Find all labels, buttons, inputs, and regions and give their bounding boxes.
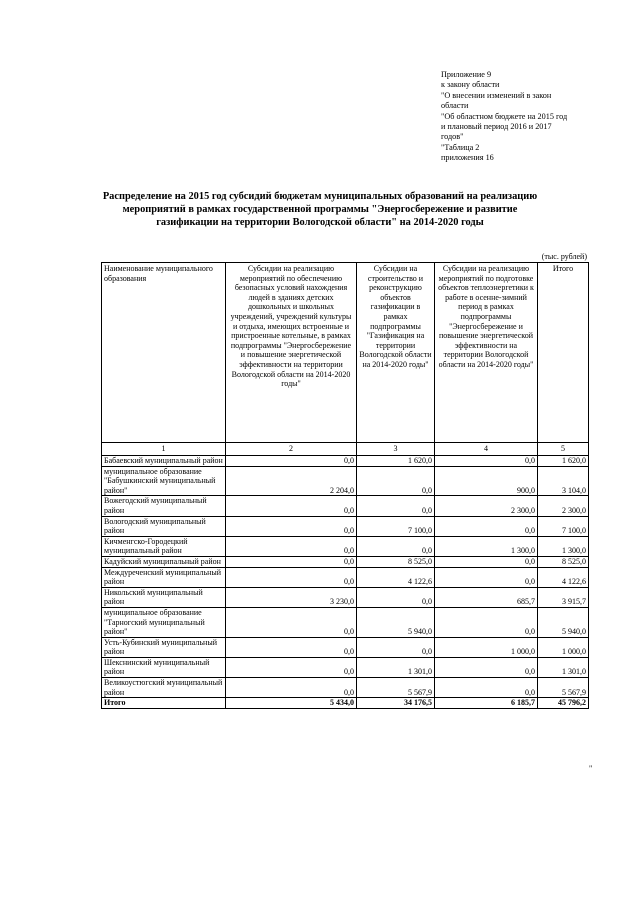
- table-row: [102, 496, 589, 516]
- value-cell: 0,0: [435, 456, 538, 467]
- column-number-row: [102, 443, 589, 456]
- value-cell: 0,0: [435, 567, 538, 587]
- column-number: 3: [357, 443, 435, 456]
- header-cell: Субсидии на реализацию мероприятий по обеспечению безопасных условий нахождения людей в зданиях детских дошкольных и школьных учреждений, учреждений культуры и отдыха, имеющих встроенные и пристроенные котельные, в рамках подпрограммы "Энергосбережение и повышение энергетической эффективности на территории Вологодской области на 2014-2020 годы": [226, 263, 357, 443]
- value-cell: 5 567,9: [538, 678, 589, 698]
- value-cell: 0,0: [357, 466, 435, 496]
- total-value: 6 185,7: [435, 698, 538, 709]
- appendix-line: годов": [441, 132, 464, 142]
- value-cell: 5 567,9: [357, 678, 435, 698]
- value-cell: 0,0: [226, 607, 357, 637]
- appendix-line: Приложение 9: [441, 70, 492, 79]
- municipality-name: Шекснинский муниципальный район: [102, 657, 226, 677]
- table-row: [102, 567, 589, 587]
- table-row: [102, 466, 589, 496]
- value-cell: 2 300,0: [538, 496, 589, 516]
- total-value: 5 434,0: [226, 698, 357, 709]
- table-row: [102, 456, 589, 467]
- total-value: 34 176,5: [357, 698, 435, 709]
- value-cell: 0,0: [357, 587, 435, 607]
- value-cell: 4 122,6: [538, 567, 589, 587]
- value-cell: 2 204,0: [226, 466, 357, 496]
- appendix-line: и плановый период 2016 и 2017: [441, 122, 552, 132]
- value-cell: 900,0: [435, 466, 538, 496]
- units-label: (тыс. рублей): [541, 252, 587, 261]
- column-number: 4: [435, 443, 538, 456]
- table-row: [102, 556, 589, 567]
- total-row: [102, 698, 589, 709]
- value-cell: 1 620,0: [538, 456, 589, 467]
- value-cell: 1 000,0: [538, 637, 589, 657]
- value-cell: 0,0: [357, 536, 435, 556]
- table-row: [102, 678, 589, 698]
- value-cell: 0,0: [435, 556, 538, 567]
- column-number: 5: [538, 443, 589, 456]
- value-cell: 0,0: [226, 556, 357, 567]
- municipality-name: Вологодский муниципальный район: [102, 516, 226, 536]
- value-cell: 4 122,6: [357, 567, 435, 587]
- value-cell: 8 525,0: [357, 556, 435, 567]
- value-cell: 0,0: [357, 496, 435, 516]
- table-row: [102, 516, 589, 536]
- value-cell: 5 940,0: [538, 607, 589, 637]
- value-cell: 1 301,0: [538, 657, 589, 677]
- value-cell: 685,7: [435, 587, 538, 607]
- value-cell: 0,0: [226, 657, 357, 677]
- value-cell: 0,0: [435, 607, 538, 637]
- value-cell: 2 300,0: [435, 496, 538, 516]
- total-value: 45 796,2: [538, 698, 589, 709]
- header-cell: Наименование муниципального образования: [102, 263, 226, 443]
- value-cell: 1 300,0: [538, 536, 589, 556]
- value-cell: 1 620,0: [357, 456, 435, 467]
- value-cell: 7 100,0: [538, 516, 589, 536]
- appendix-line: "Об областном бюджете на 2015 год: [441, 111, 568, 121]
- value-cell: 1 300,0: [435, 536, 538, 556]
- table-header-row: [102, 263, 589, 443]
- value-cell: 3 230,0: [226, 587, 357, 607]
- header-cell: Субсидии на реализацию мероприятий по подготовке объектов теплоэнергетики к работе в осенне-зимний период в рамках подпрограммы "Энергосбережение и повышение энергетической эффективности на территории Вологодской области на 2014-2020 годы": [435, 263, 538, 443]
- header-cell: Итого: [538, 263, 589, 443]
- value-cell: 0,0: [226, 456, 357, 467]
- municipality-name: Никольский муниципальный район: [102, 587, 226, 607]
- value-cell: 0,0: [226, 516, 357, 536]
- value-cell: 0,0: [226, 567, 357, 587]
- appendix-note: [441, 70, 631, 164]
- table-row: [102, 657, 589, 677]
- value-cell: 0,0: [357, 637, 435, 657]
- appendix-line: приложения 16: [441, 153, 494, 163]
- value-cell: 0,0: [435, 516, 538, 536]
- value-cell: 0,0: [435, 678, 538, 698]
- document-title: Распределение на 2015 год субсидий бюджетам муниципальных образований на реализацию мероприятий в рамках государственной программы "Энергосбережение и развитие газификации на территории Вологодской области" на 2014-2020 годы: [102, 191, 538, 228]
- total-label: Итого: [102, 698, 226, 709]
- value-cell: 7 100,0: [357, 516, 435, 536]
- municipality-name: Бабаевский муниципальный район: [102, 456, 226, 467]
- value-cell: 0,0: [226, 678, 357, 698]
- municipality-name: муниципальное образование "Тарногский муниципальный район": [102, 607, 226, 637]
- value-cell: 5 940,0: [357, 607, 435, 637]
- municipality-name: Усть-Кубинский муниципальный район: [102, 637, 226, 657]
- municipality-name: муниципальное образование "Бабушкинский муниципальный район": [102, 466, 226, 496]
- appendix-line: к закону области: [441, 80, 500, 90]
- closing-quote: ": [589, 764, 593, 773]
- table-row: [102, 607, 589, 637]
- table-row: [102, 637, 589, 657]
- municipality-name: Вожегодский муниципальный район: [102, 496, 226, 516]
- municipality-name: Междуреченский муниципальный район: [102, 567, 226, 587]
- appendix-line: "Таблица 2: [441, 142, 480, 152]
- value-cell: 0,0: [226, 496, 357, 516]
- appendix-line: области: [441, 101, 469, 111]
- value-cell: 0,0: [226, 536, 357, 556]
- value-cell: 0,0: [226, 637, 357, 657]
- subsidy-table: [101, 262, 589, 709]
- value-cell: 1 301,0: [357, 657, 435, 677]
- header-cell: Субсидии на строительство и реконструкцию объектов газификации в рамках подпрограммы "Газификация на территории Вологодской области на 2014-2020 годы": [357, 263, 435, 443]
- municipality-name: Великоустюгский муниципальный район: [102, 678, 226, 698]
- table-row: [102, 587, 589, 607]
- value-cell: 1 000,0: [435, 637, 538, 657]
- table-row: [102, 536, 589, 556]
- value-cell: 0,0: [435, 657, 538, 677]
- municipality-name: Кичменгско-Городецкий муниципальный район: [102, 536, 226, 556]
- appendix-line: "О внесении изменений в закон: [441, 90, 552, 100]
- column-number: 2: [226, 443, 357, 456]
- value-cell: 3 915,7: [538, 587, 589, 607]
- value-cell: 3 104,0: [538, 466, 589, 496]
- value-cell: 8 525,0: [538, 556, 589, 567]
- column-number: 1: [102, 443, 226, 456]
- municipality-name: Кадуйский муниципальный район: [102, 556, 226, 567]
